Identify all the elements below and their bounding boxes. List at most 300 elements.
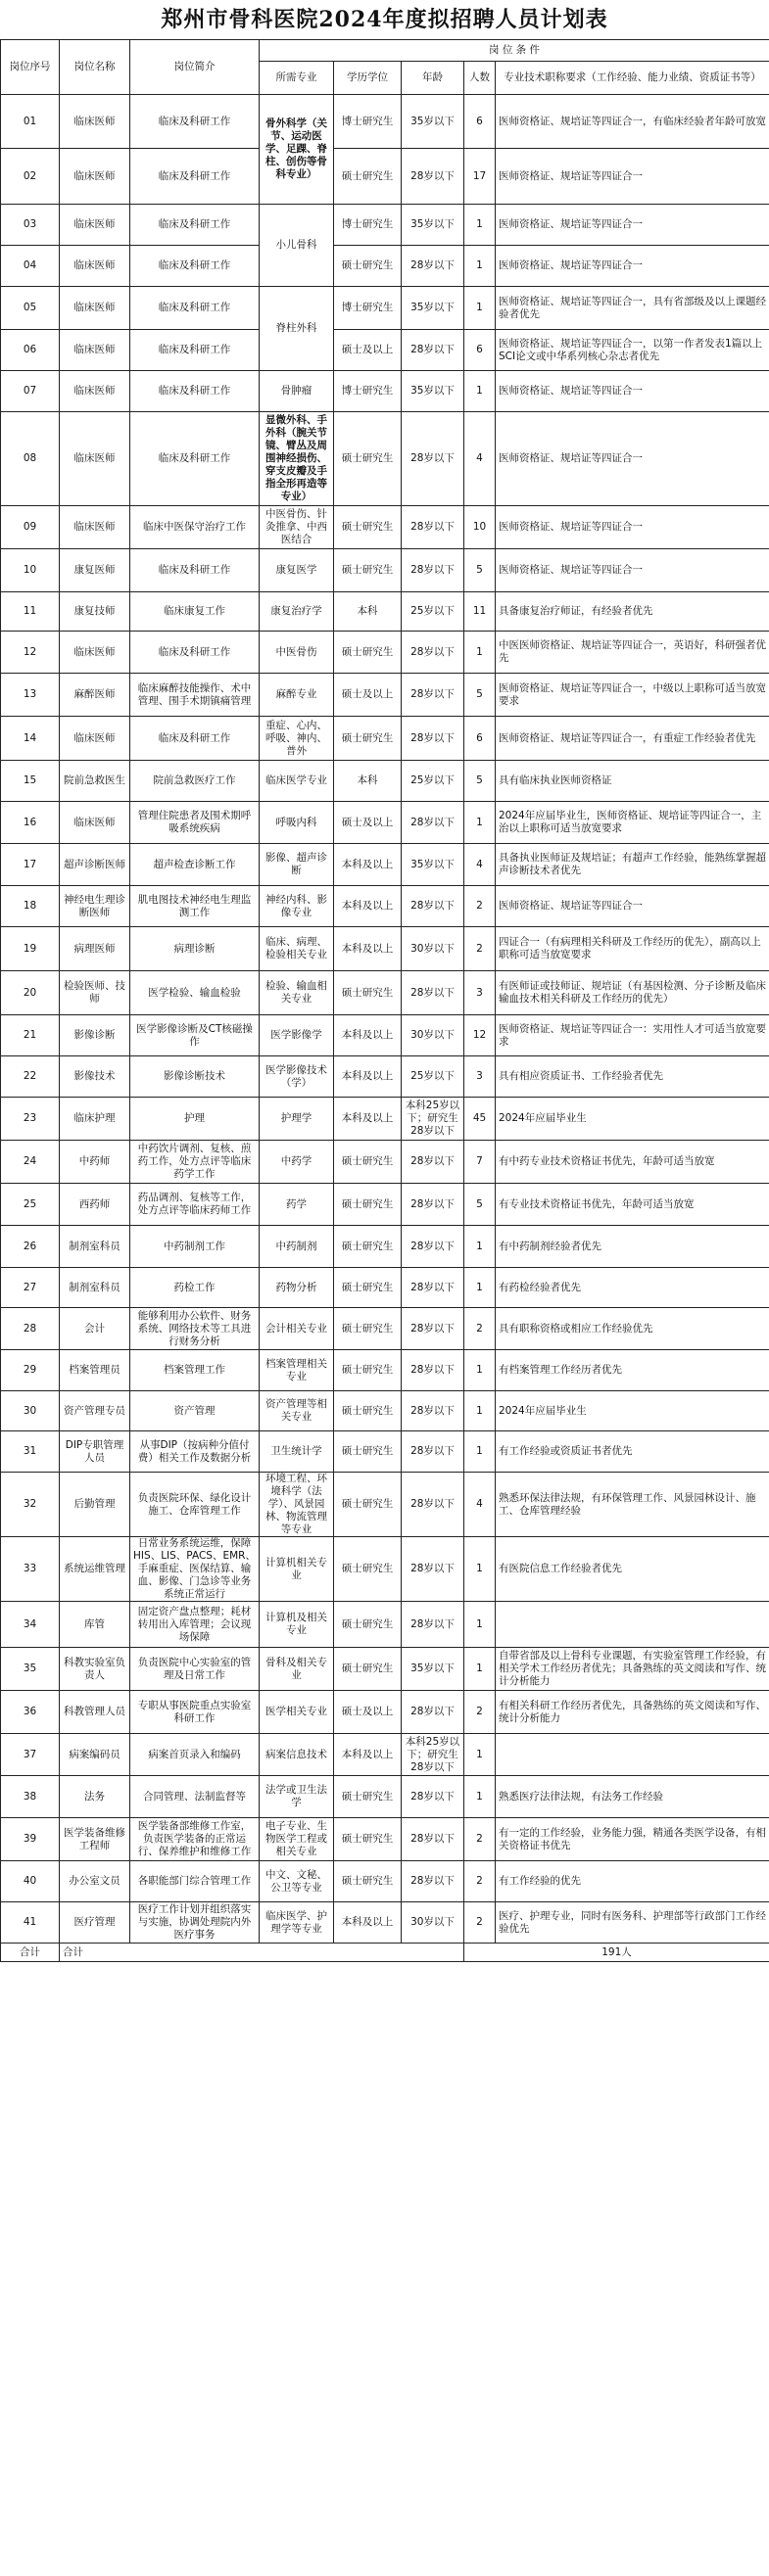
- cell-id: 35: [1, 1648, 60, 1691]
- cell-major: 护理学: [260, 1098, 334, 1141]
- cell-id: 23: [1, 1098, 60, 1141]
- cell-name: 临床医师: [60, 287, 130, 330]
- cell-degree: 硕士及以上: [334, 330, 402, 371]
- cell-count: 3: [464, 1056, 496, 1098]
- cell-name: 医学装备维修工程师: [60, 1818, 130, 1861]
- total-label-2: 合计: [60, 1944, 464, 1962]
- table-row: [1, 246, 769, 287]
- header-id: 岗位序号: [1, 40, 60, 95]
- cell-req: 有工作经验或资质证书者优先: [496, 1431, 769, 1473]
- cell-age: 28岁以下: [402, 1602, 464, 1648]
- cell-age: 30岁以下: [402, 1902, 464, 1944]
- table-row: [1, 1141, 769, 1184]
- cell-count: 4: [464, 844, 496, 886]
- cell-count: 1: [464, 287, 496, 330]
- cell-degree: 博士研究生: [334, 205, 402, 246]
- table-row: [1, 1098, 769, 1141]
- cell-age: 28岁以下: [402, 1226, 464, 1268]
- table-row: [1, 1776, 769, 1818]
- table-row: [1, 971, 769, 1015]
- cell-req: 有相关科研工作经历者优先，具备熟练的英文阅读和写作、统计分析能力: [496, 1691, 769, 1734]
- cell-degree: 硕士研究生: [334, 149, 402, 205]
- cell-id: 15: [1, 761, 60, 802]
- cell-degree: 硕士研究生: [334, 1184, 402, 1226]
- cell-degree: 硕士研究生: [334, 717, 402, 761]
- cell-age: 28岁以下: [402, 717, 464, 761]
- table-row: [1, 1902, 769, 1944]
- cell-desc: 临床及科研工作: [130, 549, 260, 592]
- cell-id: 18: [1, 886, 60, 927]
- cell-age: 本科25岁以下；研究生28岁以下: [402, 1734, 464, 1776]
- cell-age: 35岁以下: [402, 287, 464, 330]
- cell-degree: 硕士研究生: [334, 549, 402, 592]
- cell-id: 28: [1, 1308, 60, 1350]
- cell-desc: 临床及科研工作: [130, 717, 260, 761]
- cell-desc: 合同管理、法制监督等: [130, 1776, 260, 1818]
- cell-major: 骨外科学（关节、运动医学、足踝、脊柱、创伤等骨科专业）: [260, 95, 334, 205]
- cell-req: 医师资格证、规培证等四证合一: [496, 412, 769, 506]
- cell-desc: 临床及科研工作: [130, 246, 260, 287]
- cell-name: 临床医师: [60, 95, 130, 149]
- table-row: [1, 844, 769, 886]
- cell-count: 17: [464, 149, 496, 205]
- cell-major: 神经内科、影像专业: [260, 886, 334, 927]
- cell-age: 35岁以下: [402, 371, 464, 412]
- cell-desc: 临床及科研工作: [130, 205, 260, 246]
- cell-req: 自带省部及以上骨科专业课题，有实验室管理工作经验，有相关学术工作经历者优先；具备熟练的英文阅读和写作、统计分析能力: [496, 1648, 769, 1691]
- cell-id: 22: [1, 1056, 60, 1098]
- cell-age: 28岁以下: [402, 149, 464, 205]
- cell-id: 27: [1, 1268, 60, 1308]
- cell-name: 制剂室科员: [60, 1268, 130, 1308]
- cell-id: 33: [1, 1537, 60, 1602]
- cell-major: 中药制剂: [260, 1226, 334, 1268]
- cell-desc: 药检工作: [130, 1268, 260, 1308]
- cell-req: 医师资格证、规培证等四证合一: [496, 371, 769, 412]
- cell-age: 28岁以下: [402, 1473, 464, 1537]
- table-row: [1, 674, 769, 717]
- cell-degree: 硕士研究生: [334, 1602, 402, 1648]
- cell-count: 1: [464, 1350, 496, 1391]
- cell-degree: 本科及以上: [334, 1015, 402, 1056]
- cell-id: 03: [1, 205, 60, 246]
- cell-degree: 硕士及以上: [334, 802, 402, 844]
- cell-age: 35岁以下: [402, 844, 464, 886]
- cell-req: 医师资格证、规培证等四证合一: [496, 149, 769, 205]
- cell-age: 28岁以下: [402, 632, 464, 674]
- table-row: [1, 287, 769, 330]
- table-row: [1, 205, 769, 246]
- table-row: [1, 1431, 769, 1473]
- cell-age: 28岁以下: [402, 1350, 464, 1391]
- total-label: 合计: [1, 1944, 60, 1962]
- cell-id: 20: [1, 971, 60, 1015]
- table-row: [1, 1648, 769, 1691]
- cell-req: 医师资格证、规培证等四证合一: [496, 205, 769, 246]
- cell-name: 临床医师: [60, 717, 130, 761]
- cell-degree: 本科及以上: [334, 1902, 402, 1944]
- cell-desc: 从事DIP（按病种分值付费）相关工作及数据分析: [130, 1431, 260, 1473]
- cell-name: 资产管理专员: [60, 1391, 130, 1431]
- cell-name: 临床医师: [60, 205, 130, 246]
- cell-degree: 硕士研究生: [334, 1537, 402, 1602]
- cell-degree: 硕士及以上: [334, 674, 402, 717]
- header-count: 人数: [464, 62, 496, 95]
- cell-degree: 本科及以上: [334, 927, 402, 971]
- cell-req: 医师资格证、规培证等四证合一，中级以上职称可适当放宽要求: [496, 674, 769, 717]
- cell-desc: 病理诊断: [130, 927, 260, 971]
- table-row: [1, 330, 769, 371]
- cell-major: 呼吸内科: [260, 802, 334, 844]
- cell-desc: 中药制剂工作: [130, 1226, 260, 1268]
- table-row: [1, 1056, 769, 1098]
- cell-count: 1: [464, 1391, 496, 1431]
- cell-req: [496, 1734, 769, 1776]
- cell-req: 医师资格证、规培证等四证合一: [496, 506, 769, 549]
- cell-desc: 临床及科研工作: [130, 412, 260, 506]
- cell-age: 28岁以下: [402, 549, 464, 592]
- cell-age: 28岁以下: [402, 886, 464, 927]
- cell-id: 40: [1, 1861, 60, 1902]
- cell-age: 35岁以下: [402, 205, 464, 246]
- cell-desc: 影像诊断技术: [130, 1056, 260, 1098]
- cell-degree: 硕士及以上: [334, 1691, 402, 1734]
- cell-major: 计算机相关专业: [260, 1537, 334, 1602]
- cell-desc: 临床及科研工作: [130, 371, 260, 412]
- cell-degree: 硕士研究生: [334, 1648, 402, 1691]
- cell-id: 21: [1, 1015, 60, 1056]
- cell-id: 31: [1, 1431, 60, 1473]
- cell-req: 有医院信息工作经验者优先: [496, 1537, 769, 1602]
- cell-name: 临床医师: [60, 371, 130, 412]
- cell-major: 电子专业、生物医学工程或相关专业: [260, 1818, 334, 1861]
- cell-req: 有中药制剂经验者优先: [496, 1226, 769, 1268]
- cell-age: 28岁以下: [402, 802, 464, 844]
- cell-id: 37: [1, 1734, 60, 1776]
- cell-age: 28岁以下: [402, 1391, 464, 1431]
- cell-major: 病案信息技术: [260, 1734, 334, 1776]
- cell-id: 10: [1, 549, 60, 592]
- header-age: 年龄: [402, 62, 464, 95]
- cell-id: 14: [1, 717, 60, 761]
- table-row: [1, 1861, 769, 1902]
- cell-count: 6: [464, 330, 496, 371]
- cell-age: 28岁以下: [402, 1861, 464, 1902]
- cell-degree: 硕士研究生: [334, 1350, 402, 1391]
- cell-id: 11: [1, 592, 60, 632]
- cell-req: 医师资格证、规培证等四证合一：实用性人才可适当放宽要求: [496, 1015, 769, 1056]
- cell-name: 临床医师: [60, 632, 130, 674]
- cell-req: 有档案管理工作经历者优先: [496, 1350, 769, 1391]
- cell-desc: 肌电图技术神经电生理监测工作: [130, 886, 260, 927]
- total-count: 191人: [464, 1944, 769, 1962]
- cell-name: 临床医师: [60, 330, 130, 371]
- cell-desc: 超声检查诊断工作: [130, 844, 260, 886]
- cell-req: 有药检经验者优先: [496, 1268, 769, 1308]
- table-row: [1, 1691, 769, 1734]
- cell-id: 13: [1, 674, 60, 717]
- cell-age: 25岁以下: [402, 1056, 464, 1098]
- cell-name: 科教实验室负责人: [60, 1648, 130, 1691]
- header-name: 岗位名称: [60, 40, 130, 95]
- cell-age: 30岁以下: [402, 927, 464, 971]
- cell-req: 医师资格证、规培证等四证合一，以第一作者发表1篇以上SCI论文或中华系列核心杂志者优先: [496, 330, 769, 371]
- cell-count: 1: [464, 1602, 496, 1648]
- cell-count: 2: [464, 1861, 496, 1902]
- cell-major: 检验、输血相关专业: [260, 971, 334, 1015]
- table-row: [1, 592, 769, 632]
- table-row: [1, 1226, 769, 1268]
- cell-major: 骨肿瘤: [260, 371, 334, 412]
- cell-req: [496, 1602, 769, 1648]
- cell-id: 08: [1, 412, 60, 506]
- cell-count: 2: [464, 927, 496, 971]
- cell-count: 2: [464, 1902, 496, 1944]
- cell-name: 法务: [60, 1776, 130, 1818]
- cell-req: 具有临床执业医师资格证: [496, 761, 769, 802]
- cell-id: 24: [1, 1141, 60, 1184]
- table-row: [1, 1537, 769, 1602]
- cell-major: 临床医学专业: [260, 761, 334, 802]
- cell-desc: 专职从事医院重点实验室科研工作: [130, 1691, 260, 1734]
- cell-name: 康复医师: [60, 549, 130, 592]
- cell-name: 影像技术: [60, 1056, 130, 1098]
- cell-desc: 日常业务系统运维，保障HIS、LIS、PACS、EMR、手麻重症、医保结算、输血、影像、门急诊等业务系统正常运行: [130, 1537, 260, 1602]
- cell-major: 重症、心内、呼吸、神内、普外: [260, 717, 334, 761]
- cell-desc: 档案管理工作: [130, 1350, 260, 1391]
- cell-id: 30: [1, 1391, 60, 1431]
- cell-major: 影像、超声诊断: [260, 844, 334, 886]
- cell-name: 检验医师、技师: [60, 971, 130, 1015]
- cell-age: 25岁以下: [402, 592, 464, 632]
- cell-degree: 本科: [334, 592, 402, 632]
- cell-id: 41: [1, 1902, 60, 1944]
- cell-count: 5: [464, 761, 496, 802]
- cell-count: 1: [464, 1268, 496, 1308]
- page-title: 郑州市骨科医院2024年度拟招聘人员计划表: [161, 7, 608, 32]
- cell-degree: 硕士研究生: [334, 632, 402, 674]
- cell-degree: 本科: [334, 761, 402, 802]
- cell-age: 28岁以下: [402, 412, 464, 506]
- cell-major: 康复治疗学: [260, 592, 334, 632]
- cell-age: 28岁以下: [402, 1308, 464, 1350]
- cell-req: 具备执业医师证及规培证；有超声工作经验，能熟练掌握超声诊断技术者优先: [496, 844, 769, 886]
- cell-name: 院前急救医生: [60, 761, 130, 802]
- cell-age: 28岁以下: [402, 246, 464, 287]
- cell-name: 临床医师: [60, 246, 130, 287]
- cell-degree: 硕士研究生: [334, 971, 402, 1015]
- cell-name: 系统运维管理: [60, 1537, 130, 1602]
- cell-req: 医师资格证、规培证等四证合一: [496, 549, 769, 592]
- cell-degree: 本科及以上: [334, 1098, 402, 1141]
- cell-degree: 硕士研究生: [334, 1473, 402, 1537]
- cell-age: 30岁以下: [402, 1015, 464, 1056]
- cell-name: 西药师: [60, 1184, 130, 1226]
- cell-major: 显微外科、手外科（腕关节镜、臂丛及周围神经损伤、穿支皮瓣及手指全形再造等专业）: [260, 412, 334, 506]
- header-degree: 学历学位: [334, 62, 402, 95]
- cell-degree: 博士研究生: [334, 371, 402, 412]
- table-row: [1, 802, 769, 844]
- cell-desc: 临床中医保守治疗工作: [130, 506, 260, 549]
- table-row: [1, 1602, 769, 1648]
- table-row: [1, 1350, 769, 1391]
- cell-age: 本科25岁以下；研究生28岁以下: [402, 1098, 464, 1141]
- cell-degree: 本科及以上: [334, 886, 402, 927]
- cell-desc: 管理住院患者及围术期呼吸系统疾病: [130, 802, 260, 844]
- cell-major: 麻醉专业: [260, 674, 334, 717]
- cell-degree: 硕士研究生: [334, 1861, 402, 1902]
- cell-name: 科教管理人员: [60, 1691, 130, 1734]
- cell-req: 具备康复治疗师证，有经验者优先: [496, 592, 769, 632]
- table-row: [1, 506, 769, 549]
- cell-req: 熟悉环保法律法规，有环保管理工作、风景园林设计、施工、仓库管理经验: [496, 1473, 769, 1537]
- cell-major: 法学或卫生法学: [260, 1776, 334, 1818]
- cell-req: 医师资格证、规培证等四证合一，具有省部级及以上课题经验者优先: [496, 287, 769, 330]
- cell-desc: 能够利用办公软件、财务系统、网络技术等工具进行财务分析: [130, 1308, 260, 1350]
- cell-req: 医师资格证、规培证等四证合一，有重症工作经验者优先: [496, 717, 769, 761]
- table-row: [1, 1268, 769, 1308]
- cell-desc: 临床康复工作: [130, 592, 260, 632]
- cell-name: 会计: [60, 1308, 130, 1350]
- cell-age: 28岁以下: [402, 1776, 464, 1818]
- table-row: [1, 1734, 769, 1776]
- cell-major: 临床、病理、检验相关专业: [260, 927, 334, 971]
- cell-id: 17: [1, 844, 60, 886]
- cell-id: 36: [1, 1691, 60, 1734]
- cell-name: 临床护理: [60, 1098, 130, 1141]
- table-body: [1, 95, 769, 1962]
- cell-desc: 医学检验、输血检验: [130, 971, 260, 1015]
- cell-major: 环境工程、环境科学（法学）、风景园林、物流管理等专业: [260, 1473, 334, 1537]
- cell-count: 7: [464, 1141, 496, 1184]
- cell-count: 4: [464, 412, 496, 506]
- table-row: [1, 1184, 769, 1226]
- cell-req: 有一定的工作经验，业务能力强，精通各类医学设备，有相关资格证书优先: [496, 1818, 769, 1861]
- cell-degree: 硕士研究生: [334, 506, 402, 549]
- table-row: [1, 1473, 769, 1537]
- cell-name: 神经电生理诊断医师: [60, 886, 130, 927]
- cell-count: 1: [464, 1776, 496, 1818]
- header-major: 所需专业: [260, 62, 334, 95]
- cell-degree: 硕士研究生: [334, 412, 402, 506]
- cell-count: 2: [464, 1818, 496, 1861]
- table-row: [1, 371, 769, 412]
- cell-id: 07: [1, 371, 60, 412]
- cell-age: 28岁以下: [402, 330, 464, 371]
- table-row: [1, 886, 769, 927]
- table-row: [1, 761, 769, 802]
- cell-id: 02: [1, 149, 60, 205]
- cell-age: 28岁以下: [402, 971, 464, 1015]
- cell-desc: 药品调剂、复核等工作，处方点评等临床药师工作: [130, 1184, 260, 1226]
- cell-major: 医学相关专业: [260, 1691, 334, 1734]
- cell-req: 2024年应届毕业生: [496, 1391, 769, 1431]
- header-row: [1, 40, 769, 62]
- table-row: [1, 1391, 769, 1431]
- cell-count: 12: [464, 1015, 496, 1056]
- table-row: [1, 1015, 769, 1056]
- cell-degree: 博士研究生: [334, 95, 402, 149]
- cell-desc: 临床及科研工作: [130, 95, 260, 149]
- cell-major: 脊柱外科: [260, 287, 334, 371]
- cell-id: 34: [1, 1602, 60, 1648]
- cell-desc: 医疗工作计划并组织落实与实施，协调处理院内外医疗事务: [130, 1902, 260, 1944]
- cell-req: 具有职称资格或相应工作经验优先: [496, 1308, 769, 1350]
- cell-count: 45: [464, 1098, 496, 1141]
- cell-major: 医学影像技术（学）: [260, 1056, 334, 1098]
- cell-major: 临床医学、护理学等专业: [260, 1902, 334, 1944]
- cell-req: 中医医师资格证、规培证等四证合一，英语好，科研强者优先: [496, 632, 769, 674]
- cell-id: 29: [1, 1350, 60, 1391]
- cell-age: 28岁以下: [402, 506, 464, 549]
- cell-count: 1: [464, 632, 496, 674]
- cell-id: 06: [1, 330, 60, 371]
- recruitment-table: [0, 39, 769, 1962]
- cell-name: 病案编码员: [60, 1734, 130, 1776]
- cell-req: 熟悉医疗法律法规，有法务工作经验: [496, 1776, 769, 1818]
- cell-count: 1: [464, 1648, 496, 1691]
- cell-name: 后勤管理: [60, 1473, 130, 1537]
- cell-desc: 护理: [130, 1098, 260, 1141]
- cell-age: 35岁以下: [402, 95, 464, 149]
- cell-age: 28岁以下: [402, 1431, 464, 1473]
- cell-major: 药物分析: [260, 1268, 334, 1308]
- header-conditions: 岗 位 条 件: [260, 40, 769, 62]
- cell-count: 1: [464, 1537, 496, 1602]
- cell-age: 28岁以下: [402, 1141, 464, 1184]
- cell-major: 计算机及相关专业: [260, 1602, 334, 1648]
- cell-age: 28岁以下: [402, 1818, 464, 1861]
- cell-req: 具有相应资质证书、工作经验者优先: [496, 1056, 769, 1098]
- cell-desc: 医学装备部维修工作室，负责医学装备的正常运行、保养维护和维修工作: [130, 1818, 260, 1861]
- cell-id: 32: [1, 1473, 60, 1537]
- table-row: [1, 1308, 769, 1350]
- cell-id: 38: [1, 1776, 60, 1818]
- cell-major: 会计相关专业: [260, 1308, 334, 1350]
- cell-degree: 博士研究生: [334, 287, 402, 330]
- cell-id: 12: [1, 632, 60, 674]
- cell-id: 25: [1, 1184, 60, 1226]
- cell-req: 医师资格证、规培证等四证合一: [496, 886, 769, 927]
- cell-name: 临床医师: [60, 149, 130, 205]
- table-row: [1, 632, 769, 674]
- cell-count: 2: [464, 1691, 496, 1734]
- cell-degree: 硕士研究生: [334, 246, 402, 287]
- cell-major: 中医骨伤: [260, 632, 334, 674]
- cell-desc: 负责医院中心实验室的管理及日常工作: [130, 1648, 260, 1691]
- cell-desc: 临床及科研工作: [130, 149, 260, 205]
- cell-count: 3: [464, 971, 496, 1015]
- cell-age: 28岁以下: [402, 1268, 464, 1308]
- cell-major: 档案管理相关专业: [260, 1350, 334, 1391]
- cell-name: 康复技师: [60, 592, 130, 632]
- cell-count: 5: [464, 549, 496, 592]
- cell-count: 1: [464, 1431, 496, 1473]
- cell-req: 2024年应届毕业生: [496, 1098, 769, 1141]
- cell-count: 1: [464, 802, 496, 844]
- cell-age: 35岁以下: [402, 1648, 464, 1691]
- cell-name: 影像诊断: [60, 1015, 130, 1056]
- cell-name: 档案管理员: [60, 1350, 130, 1391]
- cell-degree: 硕士研究生: [334, 1818, 402, 1861]
- table-row: [1, 717, 769, 761]
- cell-degree: 本科及以上: [334, 1734, 402, 1776]
- cell-req: 医师资格证、规培证等四证合一，有临床经验者年龄可放宽: [496, 95, 769, 149]
- cell-count: 10: [464, 506, 496, 549]
- cell-id: 04: [1, 246, 60, 287]
- total-row: [1, 1944, 769, 1962]
- cell-major: 中药学: [260, 1141, 334, 1184]
